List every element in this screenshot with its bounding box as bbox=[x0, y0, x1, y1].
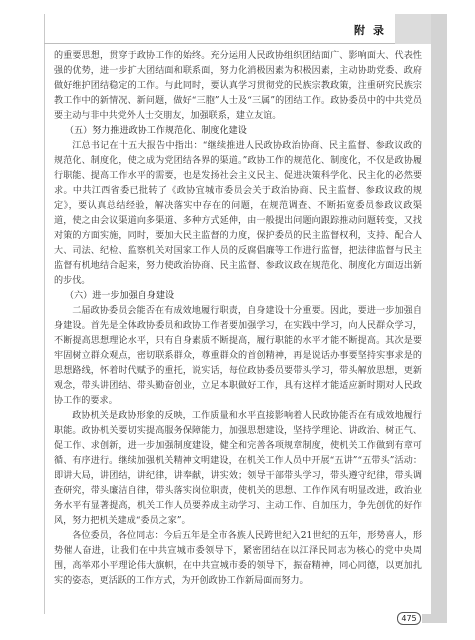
page-left-rule bbox=[44, 14, 45, 614]
paragraph: 江总书记在十五大报告中指出：“继续推进人民政协政治协商、民主监督、参政议政的规范化、制度化，使之成为党团结各界的渠道。”政协工作的规范化、制度化，不仅是政协履行职能、提高工作水平的需要，也是发扬社会主义民主、促进决策科学化、民主化的必然要求。中共江西省委已批转了《政协宜城市委员会关于政治协商、民主监督、参政议政的规定》，要认真总结经验，解决落实中存在的问题，在规范调查、不断拓宽委员参政议政渠道，使之由会议渠道向多渠道、多种方式延伸，由一般提出问题向跟踪推动问题转变，又找对策的方面实施，同时，要加大民主监督的力度，保护委员的民主监督权利，支持、配合人大、司法、纪检、监察机关对国家工作人员的反腐倡廉等工作进行监督，把法律监督与民主监督有机地结合起来，努力使政治协商、民主监督、参政议政在规范化、制度化方面迈出新的步伐。 bbox=[54, 141, 422, 286]
paragraph: 二届政协委员会能否在有成效地履行职责，自身建设十分重要。因此，要进一步加强自身建设。首先是全体政协委员和政协工作者要加强学习，在实践中学习，向人民群众学习，不断提高思想理论水平，只有自身素质不断提高，履行职能的水平才能不断提高。其次是要牢固树立群众观点，密切联系群众，尊重群众的首创精神，再是说话办事要坚持实事求是的思想路线，怀着时代赋予的重托，说实话，每位政协委员要带头学习，带头解放思想，更新观念，带头讲团结、带头勤奋创业，立足本职做好工作，具有这样才能适应新时期对人民政协工作的要求。 bbox=[54, 306, 422, 406]
running-head: 附录 bbox=[354, 24, 392, 37]
section-heading-6: （六）进一步加强自身建设 bbox=[64, 291, 175, 301]
paragraph: 政协机关是政协形象的反映，工作质量和水平直接影响着人民政协能否在有成效地履行职能。政协机关要切实提高服务保障能力，加强思想建设，坚持学理论、讲政治、树正气、促工作、求创新，进一步加强制度建设，健全和完善各项规章制度，使机关工作做到有章可循、有序进行。继续加强机关精神文明建设，在机关工作人员中开展“五讲”“五带头”活动：即讲大局，讲团结，讲纪律，讲奉献，讲实效；领导干部带头学习，带头遵守纪律，带头调查研究，带头廉洁自律，带头落实岗位职责，使机关的思想、工作作风有明显改进，政治业务水平有显著提高，机关工作人员要养成主动学习、主动工作、自加压力，争先创优的好作风，努力把机关建成“委员之家”。 bbox=[54, 411, 422, 526]
page-number: 475 bbox=[397, 612, 421, 625]
header-rule bbox=[44, 43, 430, 44]
side-margin-band bbox=[431, 14, 447, 614]
section-heading-5: （五）努力推进政协工作规范化、制度化建设 bbox=[64, 126, 247, 136]
header-corner-block bbox=[395, 14, 431, 44]
paragraph: 的重要思想，贯穿于政协工作的始终。充分运用人民政协组织团结面广、影响面大、代表性强的优势，进一步扩大团结面和联系面，努力化消极因素为积极因素，主动协助党委、政府做好维护团结稳定的工作。与此同时，要认真学习贯彻党的民族宗教政策，注重研究民族宗教工作中的新情况、新问题，做好“三胞”人士及“三属”的团结工作。政协委员中的中共党员要主动与非中共党外人士交朋友，加强联系，建立友谊。 bbox=[54, 51, 422, 121]
footer-tab bbox=[422, 614, 447, 623]
main-text bbox=[54, 49, 422, 589]
paragraph: 各位委员，各位同志：今后五年是全市各族人民跨世纪入21世纪的五年，形势喜人，形势催人奋进，让我们在中共宣城市委领导下，紧密团结在以江泽民同志为核心的党中央周围，高举邓小平理论伟大旗帜，在中共宣城市委的领导下，振奋精神，同心同德，以更加扎实的姿态，更活跃的工作方式，为开创政协工作新局面而努力。 bbox=[54, 531, 422, 586]
